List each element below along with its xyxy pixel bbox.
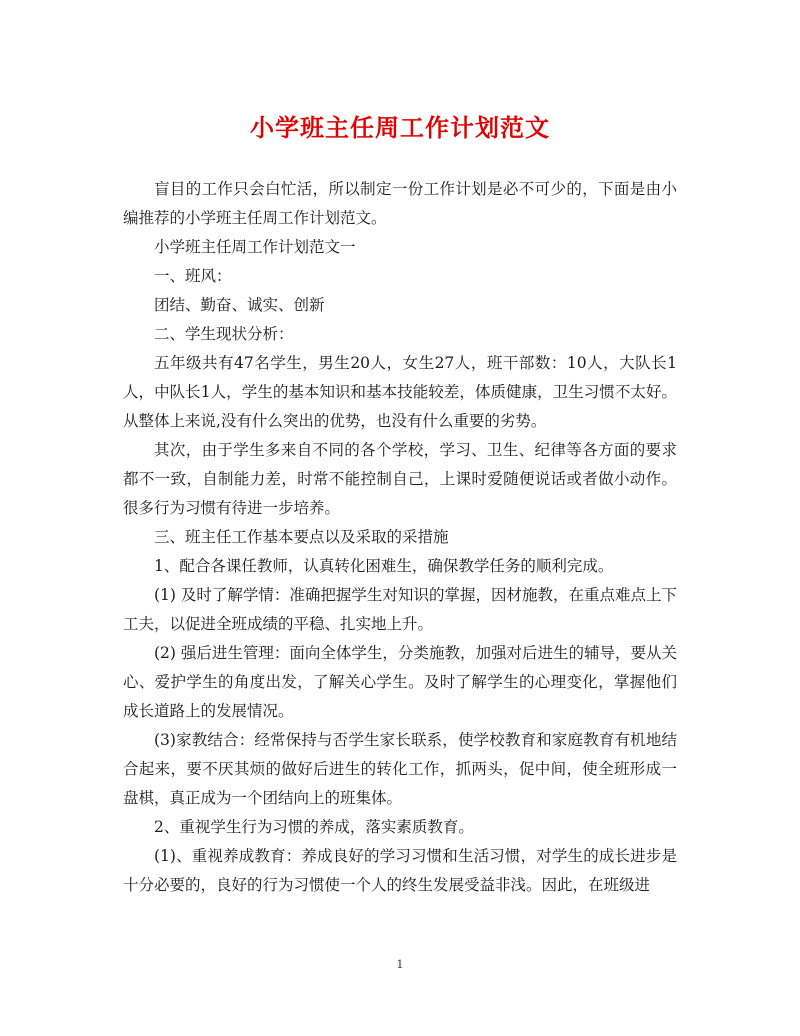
page-number: 1 bbox=[396, 958, 404, 971]
paragraph-student-analysis: 五年级共有47名学生，男生20人，女生27人，班干部数：10人，大队长1人，中队长1人，学生的基本知识和基本技能较差，体质健康，卫生习惯不太好。从整体上来说,没有什么突出的优势，也没有什么重要的劣势。 bbox=[123, 354, 677, 430]
paragraph-measure-1-2: (2) 强后进生管理：面向全体学生，分类施教，加强对后进生的辅导，要从关心、爱护学生的角度出发，了解关心学生。及时了解学生的心理变化，掌握他们成长道路上的发展情况。 bbox=[123, 644, 677, 720]
paragraph-measure-1: 1、配合各课任教师，认真转化困难生，确保教学任务的顺利完成。 bbox=[154, 557, 614, 575]
paragraph-measure-2: 2、重视学生行为习惯的养成，落实素质教育。 bbox=[154, 818, 474, 836]
paragraph-measure-1-3: (3)家教结合：经常保持与否学生家长联系，使学校教育和家庭教育有机地结合起来，要不厌其烦的做好后进生的转化工作，抓两头，促中间，使全班形成一盘棋，真正成为一个团结向上的班集体。 bbox=[123, 731, 677, 807]
paragraph-measure-2-1: (1)、重视养成教育：养成良好的学习习惯和生活习惯，对学生的成长进步是十分必要的，良好的行为习惯使一个人的终生发展受益非浅。因此，在班级进 bbox=[123, 847, 677, 894]
paragraph-measure-1-1: (1) 及时了解学情：准确把握学生对知识的掌握，因材施教，在重点难点上下工夫，以促进全班成绩的平稳、扎实地上升。 bbox=[123, 586, 677, 633]
paragraph-intro: 盲目的工作只会白忙活，所以制定一份工作计划是必不可少的，下面是由小编推荐的小学班主任周工作计划范文。 bbox=[123, 180, 677, 227]
document-body bbox=[123, 175, 677, 900]
paragraph-heading-measures: 三、班主任工作基本要点以及采取的采措施 bbox=[154, 528, 449, 546]
paragraph-heading-class-style: 一、班风： bbox=[154, 267, 232, 285]
paragraph-class-style-values: 团结、勤奋、诚实、创新 bbox=[154, 296, 325, 314]
paragraph-student-habits: 其次，由于学生多来自不同的各个学校，学习、卫生、纪律等各方面的要求都不一致，自制能力差，时常不能控制自己，上课时爱随便说话或者做小动作。很多行为习惯有待进一步培养。 bbox=[123, 441, 677, 517]
document-title: 小学班主任周工作计划范文 bbox=[250, 113, 550, 142]
paragraph-subtitle: 小学班主任周工作计划范文一 bbox=[154, 238, 356, 256]
paragraph-heading-student-analysis: 二、学生现状分析： bbox=[154, 325, 294, 343]
